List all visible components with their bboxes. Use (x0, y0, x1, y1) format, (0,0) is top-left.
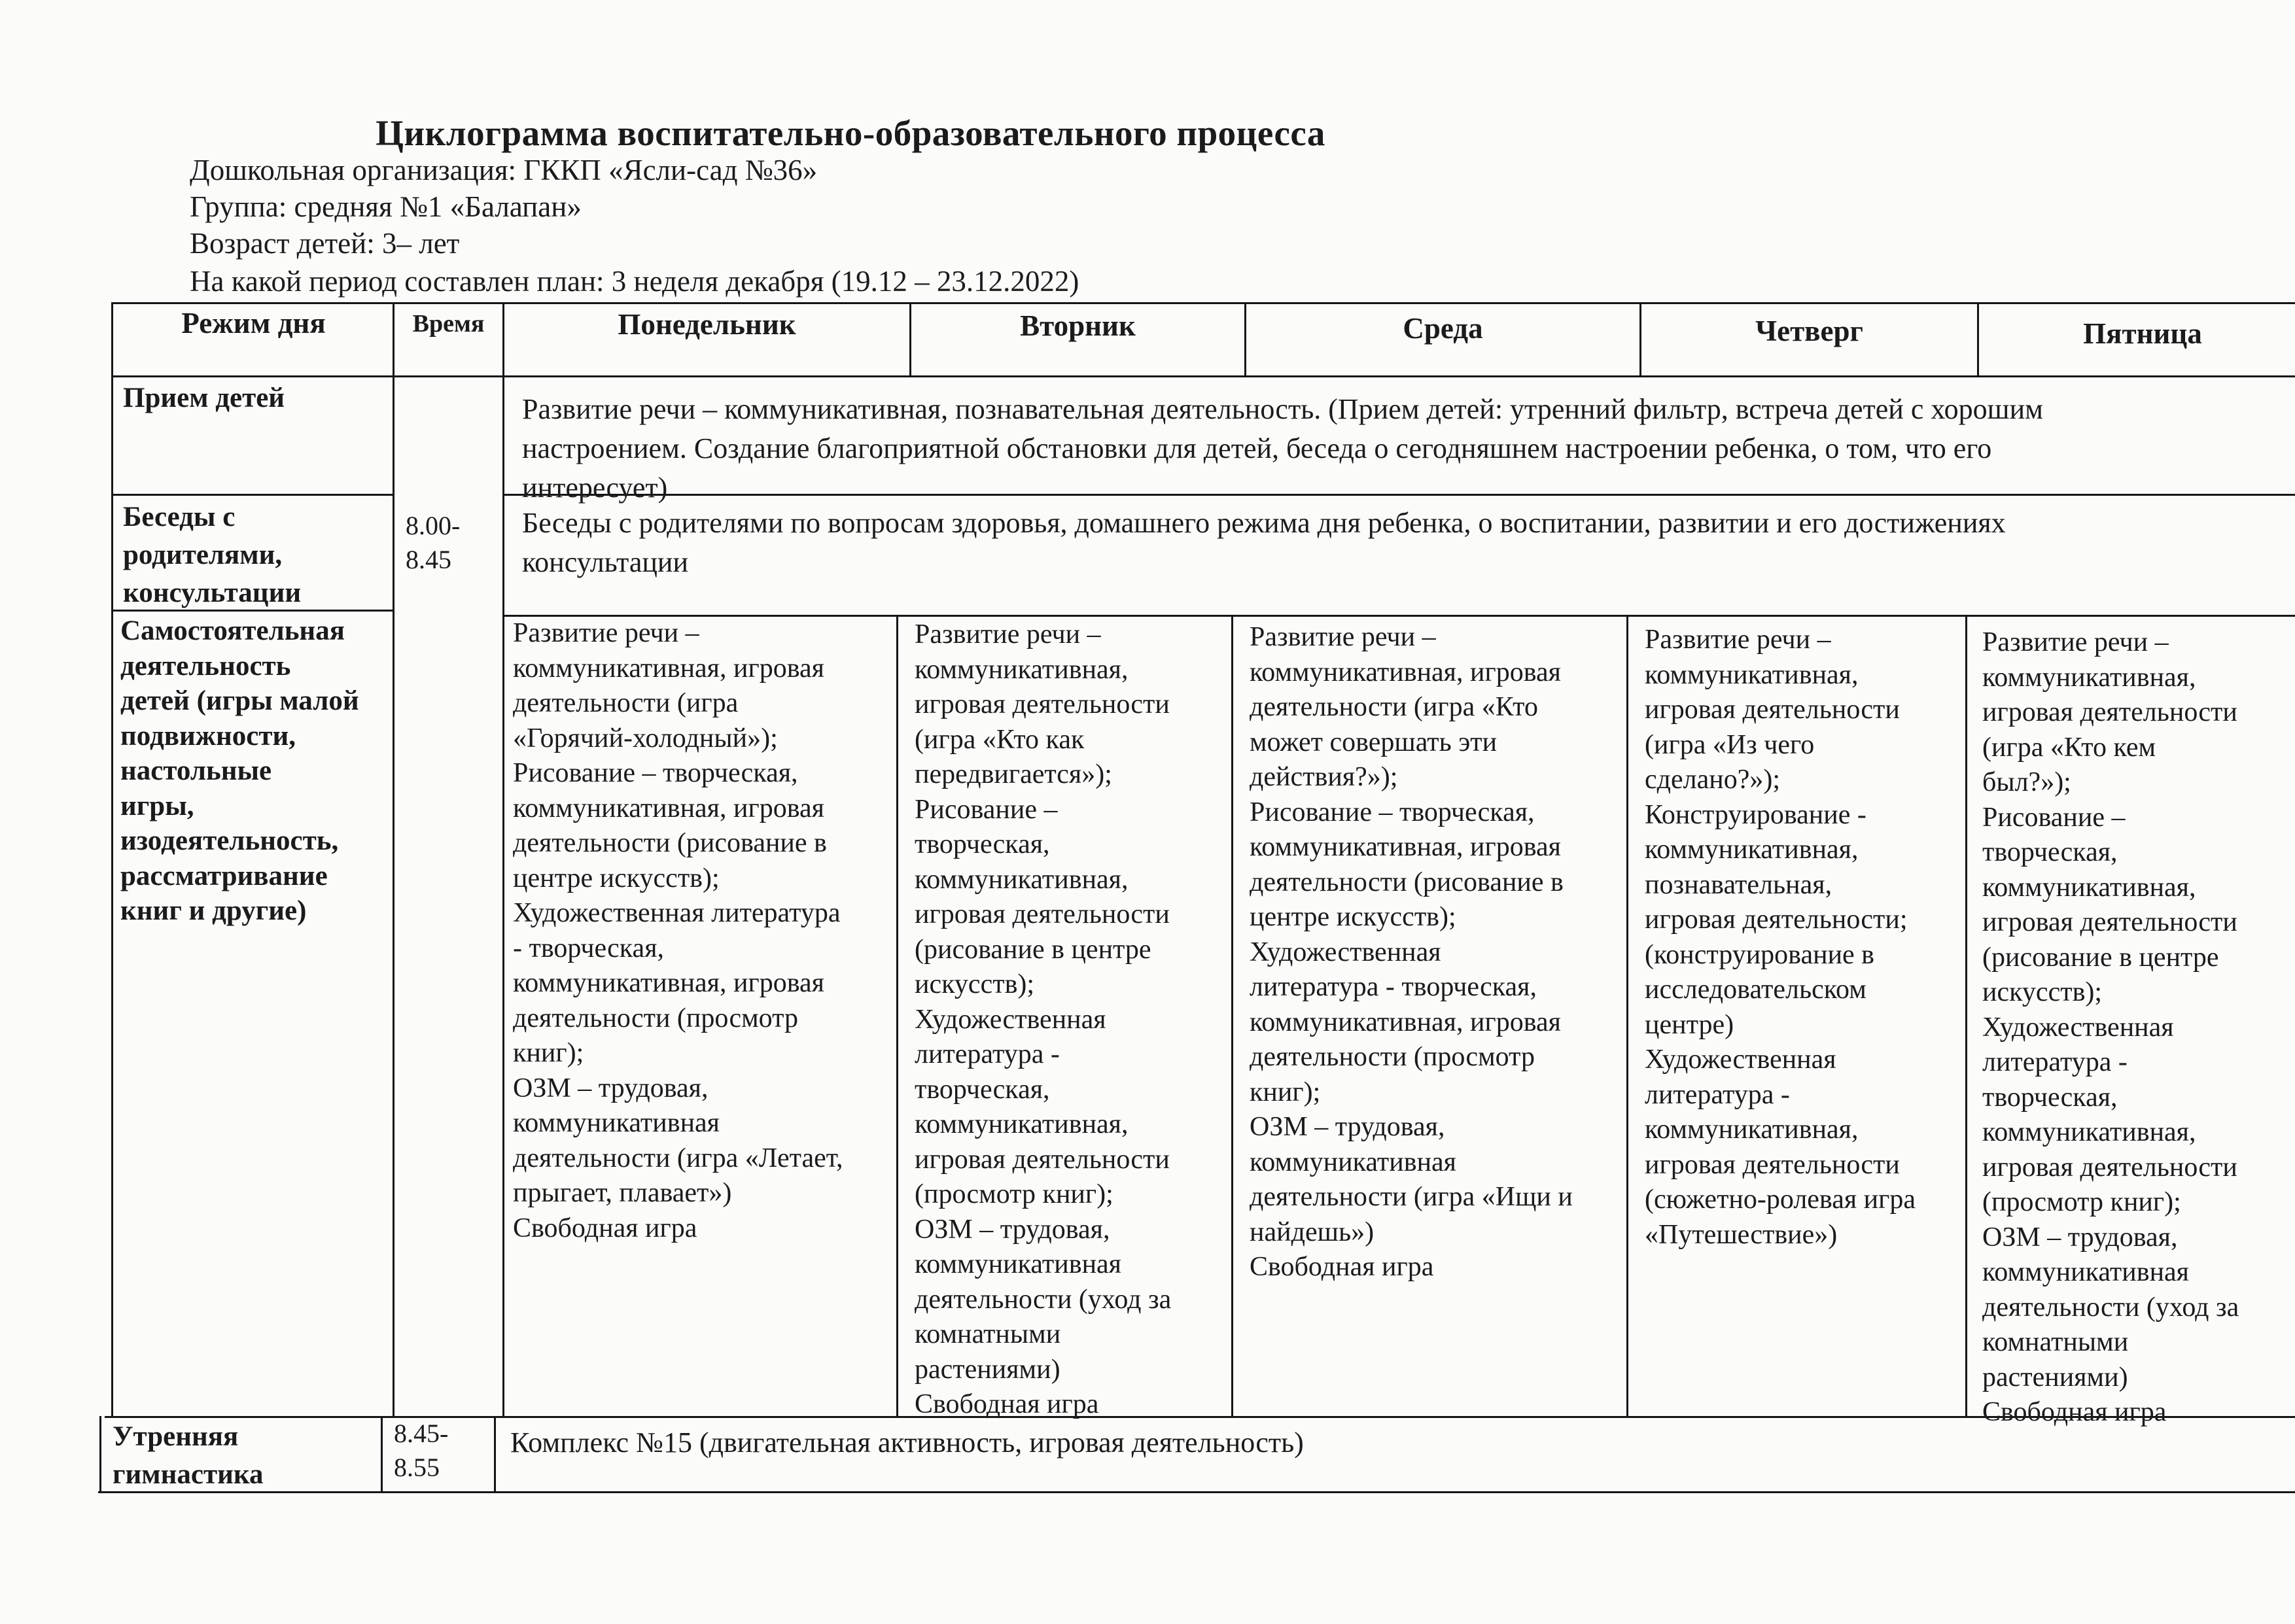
header-tuesday: Вторник (1020, 309, 1136, 342)
period-line: На какой период составлен план: 3 неделя декабря (19.12 – 23.12.2022) (190, 265, 1079, 298)
header-friday: Пятница (2083, 317, 2202, 350)
parent-talks-text: Беседы с родителями по вопросам здоровья, домашнего режима дня ребенка, о воспитании, развитии и его достижениях консультации (522, 507, 2006, 578)
table-border-left (111, 302, 113, 1418)
row-line-1 (113, 494, 394, 496)
organization-line: Дошкольная организация: ГККП «Ясли-сад №36» (190, 154, 818, 186)
header-thursday: Четверг (1755, 315, 1863, 347)
monday-activity: Развитие речи – коммуникативная, игровая деятельности (игра «Горячий-холодный»); Рисование – творческая, коммуникативная, игровая деятельности (рисование в центре искусств); Художественная литература - творческая, коммуникативная, игровая деятельности (просмотр книг); ОЗМ – трудовая, коммуникативная деятельности (игра «Летает, прыгает, плавает») Свободная игра (513, 618, 843, 1243)
document-title: Циклограмма воспитательно-образовательного процесса (376, 113, 1325, 153)
table-border-bottom (98, 1491, 2295, 1493)
reception-activity-text: Развитие речи – коммуникативная, познавательная деятельность. (Прием детей: утренний фильтр, встреча детей с хорошим настроением. Создание благоприятной обстановки для детей, беседа о сегодняшнем настроении ребенка, о том, что его интересует) (522, 393, 2043, 504)
header-wednesday: Среда (1403, 312, 1483, 345)
col-line-fri (1965, 615, 1967, 1418)
morning-exercise-text: Комплекс №15 (двигательная активность, игровая деятельность) (510, 1426, 1304, 1459)
regime-parent-talks: Беседы с родителями, консультации (123, 502, 302, 608)
col-line-thu (1626, 615, 1628, 1418)
col-line-mon (502, 302, 504, 1418)
regime-morning-exercise: Утренняя гимнастика (113, 1421, 264, 1490)
regime-reception: Прием детей (123, 383, 285, 413)
col-line-mon-low (494, 1416, 496, 1493)
friday-activity: Развитие речи – коммуникативная, игровая деятельности (игра «Кто кем был?»); Рисование – творческая, коммуникативная, игровая деятельности (рисование в центре искусств); Художественная литература - творческая, коммуникативная, игровая деятельности (просмотр книг); ОЗМ – трудовая, коммуникативная деятельности (уход за комнатными растениями) Свободная игра (1982, 627, 2239, 1427)
tuesday-activity: Развитие речи – коммуникативная, игровая деятельности (игра «Кто как передвигается»); Рисование – творческая, коммуникативная, игровая деятельности (рисование в центре искусств); Художественная литература - творческая, коммуникативная, игровая деятельности (просмотр книг); ОЗМ – трудовая, коммуникативная деятельности (уход за комнатными растениями) Свободная игра (915, 619, 1172, 1419)
header-time: Время (412, 310, 485, 337)
time-8-00-8-45: 8.00- 8.45 (406, 511, 461, 574)
wednesday-activity: Развитие речи – коммуникативная, игровая деятельности (игра «Кто может совершать эти действия?»); Рисование – творческая, коммуникативная, игровая деятельности (рисование в центре искусств); Художественная литература - творческая, коммуникативная, игровая деятельности (просмотр книг); ОЗМ – трудовая, коммуникативная деятельности (игра «Ищи и найдешь») Свободная игра (1250, 622, 1573, 1282)
table-border-left-low (99, 1416, 101, 1493)
thursday-activity: Развитие речи – коммуникативная, игровая деятельности (игра «Из чего сделано?»); Конструирование - коммуникативная, познавательная, игровая деятельности; (конструирование в исследовательском центре) Художественная литература - коммуникативная, игровая деятельности (сюжетно-ролевая игра «Путешествие») (1645, 625, 1916, 1250)
group-line: Группа: средняя №1 «Балапан» (190, 190, 582, 223)
age-line: Возраст детей: 3– лет (190, 227, 460, 260)
header-bottom-line (113, 375, 2295, 377)
col-line-time-low (381, 1416, 383, 1493)
table-border-top (113, 302, 2295, 304)
time-8-45-8-55: 8.45- 8.55 (394, 1419, 449, 1482)
col-line-wed (1231, 615, 1233, 1418)
col-line-time (393, 302, 394, 1418)
header-monday: Понедельник (618, 308, 796, 341)
regime-independent-activity: Самостоятельная деятельность детей (игры малой подвижности, настольные игры, изодеятельность, рассматривание книг и другие) (120, 615, 359, 926)
header-regime: Режим дня (181, 307, 326, 339)
